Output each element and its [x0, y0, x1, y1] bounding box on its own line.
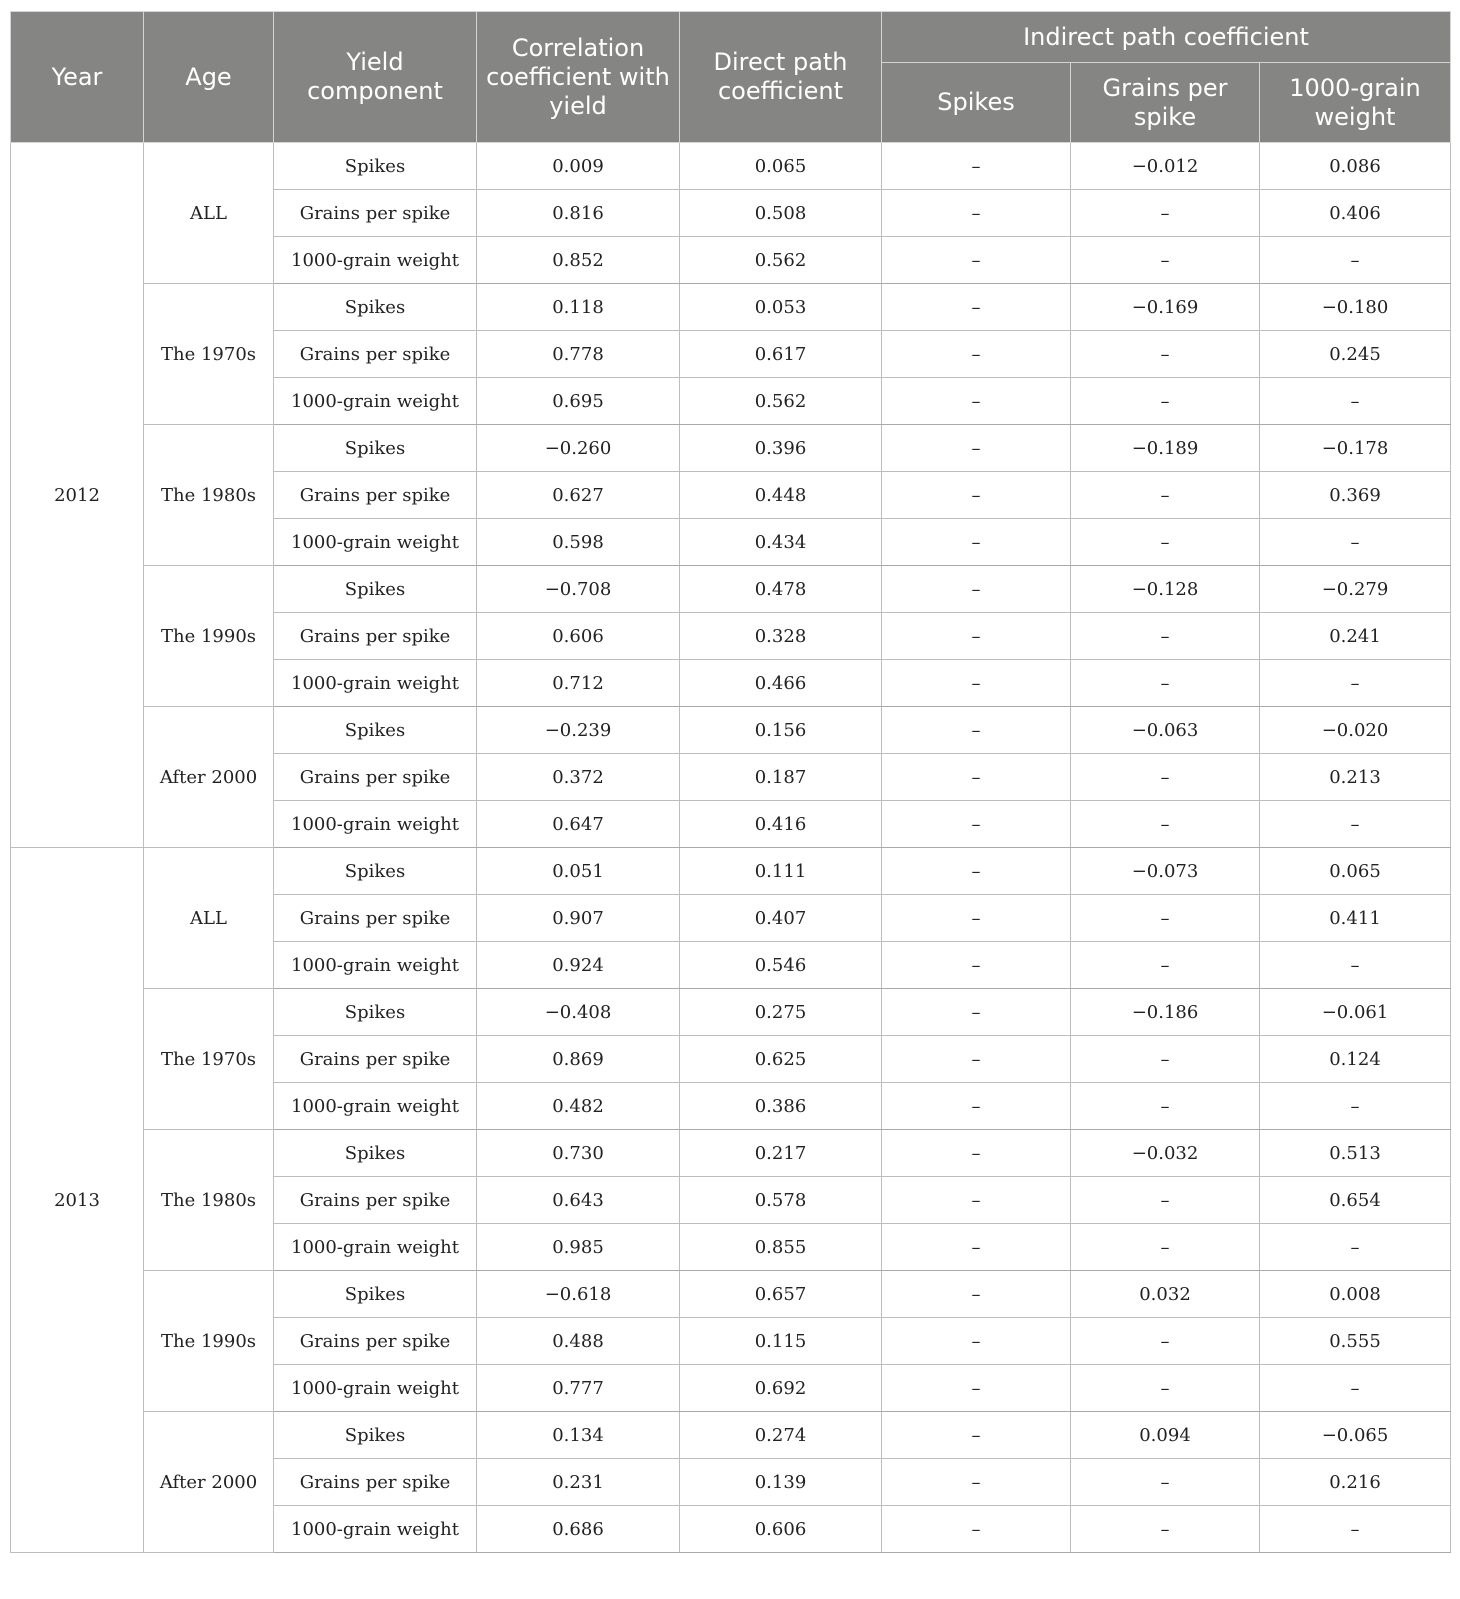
cell-direct-path: 0.434 [680, 519, 882, 566]
cell-age: ALL [144, 143, 274, 284]
cell-correlation: 0.852 [477, 237, 680, 284]
header-indirect-spikes: Spikes [882, 63, 1071, 143]
cell-yield-component: Grains per spike [274, 754, 477, 801]
cell-correlation: 0.778 [477, 331, 680, 378]
cell-yield-component: Spikes [274, 566, 477, 613]
cell-indirect-1000-grain-weight: −0.020 [1260, 707, 1451, 754]
cell-direct-path: 0.625 [680, 1036, 882, 1083]
cell-direct-path: 0.562 [680, 378, 882, 425]
cell-indirect-grains-per-spike: −0.169 [1071, 284, 1260, 331]
cell-indirect-1000-grain-weight: – [1260, 519, 1451, 566]
cell-yield-component: Grains per spike [274, 1036, 477, 1083]
cell-indirect-grains-per-spike: – [1071, 895, 1260, 942]
cell-correlation: 0.488 [477, 1318, 680, 1365]
cell-correlation: 0.686 [477, 1506, 680, 1553]
cell-indirect-grains-per-spike: – [1071, 754, 1260, 801]
cell-yield-component: Spikes [274, 1271, 477, 1318]
cell-correlation: 0.924 [477, 942, 680, 989]
cell-direct-path: 0.448 [680, 472, 882, 519]
cell-correlation: −0.408 [477, 989, 680, 1036]
cell-age: After 2000 [144, 707, 274, 848]
cell-indirect-grains-per-spike: – [1071, 1459, 1260, 1506]
cell-indirect-1000-grain-weight: – [1260, 801, 1451, 848]
cell-indirect-1000-grain-weight: – [1260, 378, 1451, 425]
header-correlation: Correlation coefficient with yield [477, 12, 680, 143]
cell-correlation: −0.239 [477, 707, 680, 754]
cell-indirect-grains-per-spike: – [1071, 942, 1260, 989]
cell-indirect-spikes: – [882, 378, 1071, 425]
cell-indirect-grains-per-spike: – [1071, 1083, 1260, 1130]
cell-correlation: 0.051 [477, 848, 680, 895]
cell-yield-component: Spikes [274, 1412, 477, 1459]
cell-indirect-1000-grain-weight: – [1260, 1506, 1451, 1553]
cell-indirect-grains-per-spike: −0.012 [1071, 143, 1260, 190]
cell-direct-path: 0.115 [680, 1318, 882, 1365]
cell-indirect-spikes: – [882, 754, 1071, 801]
cell-yield-component: 1000-grain weight [274, 942, 477, 989]
cell-direct-path: 0.386 [680, 1083, 882, 1130]
cell-direct-path: 0.855 [680, 1224, 882, 1271]
cell-indirect-grains-per-spike: – [1071, 1177, 1260, 1224]
cell-indirect-1000-grain-weight: 0.086 [1260, 143, 1451, 190]
cell-indirect-1000-grain-weight: 0.008 [1260, 1271, 1451, 1318]
table-row [11, 1130, 1451, 1177]
cell-indirect-grains-per-spike: – [1071, 1506, 1260, 1553]
cell-indirect-grains-per-spike: – [1071, 1036, 1260, 1083]
cell-yield-component: 1000-grain weight [274, 237, 477, 284]
cell-indirect-spikes: – [882, 519, 1071, 566]
cell-yield-component: 1000-grain weight [274, 378, 477, 425]
cell-indirect-1000-grain-weight: 0.411 [1260, 895, 1451, 942]
cell-indirect-grains-per-spike: – [1071, 472, 1260, 519]
cell-indirect-grains-per-spike: – [1071, 1365, 1260, 1412]
cell-direct-path: 0.187 [680, 754, 882, 801]
cell-indirect-spikes: – [882, 425, 1071, 472]
cell-direct-path: 0.546 [680, 942, 882, 989]
cell-correlation: 0.118 [477, 284, 680, 331]
cell-indirect-grains-per-spike: – [1071, 1224, 1260, 1271]
cell-direct-path: 0.478 [680, 566, 882, 613]
cell-age: ALL [144, 848, 274, 989]
cell-indirect-grains-per-spike: – [1071, 378, 1260, 425]
cell-indirect-grains-per-spike: – [1071, 613, 1260, 660]
table-body [11, 143, 1451, 1553]
cell-direct-path: 0.328 [680, 613, 882, 660]
table-row [11, 1412, 1451, 1459]
table-row [11, 707, 1451, 754]
cell-indirect-1000-grain-weight: 0.654 [1260, 1177, 1451, 1224]
cell-correlation: 0.231 [477, 1459, 680, 1506]
cell-indirect-grains-per-spike: – [1071, 801, 1260, 848]
path-analysis-table-container [10, 11, 1450, 1553]
cell-direct-path: 0.275 [680, 989, 882, 1036]
cell-direct-path: 0.139 [680, 1459, 882, 1506]
cell-indirect-spikes: – [882, 1365, 1071, 1412]
cell-yield-component: Spikes [274, 284, 477, 331]
cell-yield-component: Grains per spike [274, 1459, 477, 1506]
cell-indirect-1000-grain-weight: 0.213 [1260, 754, 1451, 801]
cell-indirect-1000-grain-weight: – [1260, 1083, 1451, 1130]
cell-indirect-1000-grain-weight: −0.178 [1260, 425, 1451, 472]
cell-direct-path: 0.396 [680, 425, 882, 472]
cell-yield-component: Grains per spike [274, 190, 477, 237]
cell-correlation: 0.777 [477, 1365, 680, 1412]
cell-yield-component: Grains per spike [274, 1177, 477, 1224]
cell-direct-path: 0.508 [680, 190, 882, 237]
cell-indirect-1000-grain-weight: – [1260, 1365, 1451, 1412]
cell-direct-path: 0.111 [680, 848, 882, 895]
cell-yield-component: Spikes [274, 425, 477, 472]
table-row [11, 566, 1451, 613]
cell-yield-component: Grains per spike [274, 895, 477, 942]
cell-yield-component: Grains per spike [274, 613, 477, 660]
cell-age: After 2000 [144, 1412, 274, 1553]
cell-age: The 1970s [144, 284, 274, 425]
cell-indirect-grains-per-spike: −0.189 [1071, 425, 1260, 472]
cell-correlation: 0.606 [477, 613, 680, 660]
header-indirect-1000-grain-weight: 1000-grain weight [1260, 63, 1451, 143]
table-header [11, 12, 1451, 143]
cell-correlation: 0.627 [477, 472, 680, 519]
cell-correlation: 0.695 [477, 378, 680, 425]
cell-indirect-spikes: – [882, 237, 1071, 284]
cell-indirect-grains-per-spike: −0.073 [1071, 848, 1260, 895]
table-row [11, 143, 1451, 190]
cell-yield-component: Grains per spike [274, 331, 477, 378]
cell-indirect-spikes: – [882, 989, 1071, 1036]
cell-yield-component: Spikes [274, 1130, 477, 1177]
cell-yield-component: 1000-grain weight [274, 1224, 477, 1271]
cell-correlation: −0.708 [477, 566, 680, 613]
cell-indirect-spikes: – [882, 472, 1071, 519]
cell-correlation: 0.643 [477, 1177, 680, 1224]
cell-direct-path: 0.657 [680, 1271, 882, 1318]
cell-indirect-1000-grain-weight: −0.180 [1260, 284, 1451, 331]
cell-yield-component: Grains per spike [274, 472, 477, 519]
cell-indirect-spikes: – [882, 660, 1071, 707]
cell-indirect-grains-per-spike: – [1071, 1318, 1260, 1365]
cell-indirect-spikes: – [882, 895, 1071, 942]
cell-direct-path: 0.407 [680, 895, 882, 942]
cell-indirect-spikes: – [882, 801, 1071, 848]
cell-indirect-spikes: – [882, 1177, 1071, 1224]
cell-indirect-spikes: – [882, 1036, 1071, 1083]
cell-indirect-spikes: – [882, 190, 1071, 237]
cell-yield-component: Spikes [274, 989, 477, 1036]
cell-indirect-spikes: – [882, 1083, 1071, 1130]
cell-indirect-grains-per-spike: – [1071, 660, 1260, 707]
cell-yield-component: Spikes [274, 848, 477, 895]
cell-indirect-1000-grain-weight: – [1260, 1224, 1451, 1271]
cell-direct-path: 0.562 [680, 237, 882, 284]
cell-indirect-spikes: – [882, 942, 1071, 989]
cell-age: The 1980s [144, 425, 274, 566]
cell-direct-path: 0.578 [680, 1177, 882, 1224]
cell-direct-path: 0.274 [680, 1412, 882, 1459]
cell-correlation: 0.730 [477, 1130, 680, 1177]
cell-age: The 1990s [144, 566, 274, 707]
cell-indirect-grains-per-spike: −0.186 [1071, 989, 1260, 1036]
cell-indirect-spikes: – [882, 1130, 1071, 1177]
cell-indirect-grains-per-spike: – [1071, 237, 1260, 284]
cell-indirect-spikes: – [882, 707, 1071, 754]
cell-indirect-1000-grain-weight: 0.406 [1260, 190, 1451, 237]
cell-age: The 1990s [144, 1271, 274, 1412]
cell-age: The 1970s [144, 989, 274, 1130]
cell-yield-component: 1000-grain weight [274, 660, 477, 707]
cell-indirect-1000-grain-weight: 0.241 [1260, 613, 1451, 660]
cell-correlation: 0.482 [477, 1083, 680, 1130]
cell-correlation: −0.618 [477, 1271, 680, 1318]
cell-indirect-spikes: – [882, 143, 1071, 190]
table-row [11, 425, 1451, 472]
cell-correlation: 0.009 [477, 143, 680, 190]
cell-indirect-1000-grain-weight: 0.216 [1260, 1459, 1451, 1506]
cell-direct-path: 0.053 [680, 284, 882, 331]
header-year: Year [11, 12, 144, 143]
cell-indirect-spikes: – [882, 613, 1071, 660]
cell-indirect-spikes: – [882, 1271, 1071, 1318]
cell-yield-component: 1000-grain weight [274, 519, 477, 566]
cell-indirect-1000-grain-weight: 0.245 [1260, 331, 1451, 378]
cell-indirect-grains-per-spike: – [1071, 190, 1260, 237]
cell-indirect-grains-per-spike: 0.032 [1071, 1271, 1260, 1318]
cell-indirect-1000-grain-weight: −0.065 [1260, 1412, 1451, 1459]
cell-direct-path: 0.416 [680, 801, 882, 848]
cell-correlation: 0.598 [477, 519, 680, 566]
header-indirect-grains-per-spike: Grains per spike [1071, 63, 1260, 143]
cell-indirect-spikes: – [882, 1318, 1071, 1365]
cell-indirect-spikes: – [882, 284, 1071, 331]
cell-yield-component: 1000-grain weight [274, 1506, 477, 1553]
table-row [11, 848, 1451, 895]
cell-yield-component: 1000-grain weight [274, 1365, 477, 1412]
header-indirect-path: Indirect path coefficient [882, 12, 1451, 63]
header-yield-component: Yield component [274, 12, 477, 143]
cell-yield-component: 1000-grain weight [274, 1083, 477, 1130]
table-row [11, 989, 1451, 1036]
cell-direct-path: 0.217 [680, 1130, 882, 1177]
cell-indirect-spikes: – [882, 1506, 1071, 1553]
cell-indirect-grains-per-spike: −0.128 [1071, 566, 1260, 613]
header-direct-path: Direct path coefficient [680, 12, 882, 143]
cell-correlation: 0.907 [477, 895, 680, 942]
cell-indirect-1000-grain-weight: −0.061 [1260, 989, 1451, 1036]
cell-direct-path: 0.156 [680, 707, 882, 754]
cell-indirect-grains-per-spike: – [1071, 519, 1260, 566]
cell-correlation: 0.816 [477, 190, 680, 237]
cell-yield-component: Spikes [274, 707, 477, 754]
cell-indirect-spikes: – [882, 1224, 1071, 1271]
cell-direct-path: 0.065 [680, 143, 882, 190]
cell-indirect-1000-grain-weight: −0.279 [1260, 566, 1451, 613]
table-row [11, 284, 1451, 331]
cell-direct-path: 0.692 [680, 1365, 882, 1412]
path-analysis-table [10, 11, 1451, 1553]
cell-direct-path: 0.617 [680, 331, 882, 378]
table-row [11, 1271, 1451, 1318]
cell-correlation: 0.869 [477, 1036, 680, 1083]
cell-indirect-1000-grain-weight: 0.065 [1260, 848, 1451, 895]
cell-yield-component: 1000-grain weight [274, 801, 477, 848]
header-age: Age [144, 12, 274, 143]
cell-indirect-1000-grain-weight: – [1260, 942, 1451, 989]
cell-correlation: 0.134 [477, 1412, 680, 1459]
cell-indirect-spikes: – [882, 848, 1071, 895]
cell-year: 2013 [11, 848, 144, 1553]
cell-yield-component: Grains per spike [274, 1318, 477, 1365]
cell-indirect-1000-grain-weight: – [1260, 237, 1451, 284]
cell-indirect-spikes: – [882, 1459, 1071, 1506]
cell-indirect-1000-grain-weight: 0.513 [1260, 1130, 1451, 1177]
cell-indirect-grains-per-spike: −0.032 [1071, 1130, 1260, 1177]
cell-correlation: 0.712 [477, 660, 680, 707]
cell-indirect-spikes: – [882, 566, 1071, 613]
cell-correlation: −0.260 [477, 425, 680, 472]
cell-correlation: 0.985 [477, 1224, 680, 1271]
cell-correlation: 0.372 [477, 754, 680, 801]
cell-indirect-spikes: – [882, 331, 1071, 378]
cell-indirect-1000-grain-weight: – [1260, 660, 1451, 707]
cell-indirect-grains-per-spike: – [1071, 331, 1260, 378]
cell-indirect-grains-per-spike: −0.063 [1071, 707, 1260, 754]
cell-indirect-1000-grain-weight: 0.124 [1260, 1036, 1451, 1083]
cell-indirect-grains-per-spike: 0.094 [1071, 1412, 1260, 1459]
cell-indirect-1000-grain-weight: 0.555 [1260, 1318, 1451, 1365]
cell-yield-component: Spikes [274, 143, 477, 190]
cell-correlation: 0.647 [477, 801, 680, 848]
cell-indirect-spikes: – [882, 1412, 1071, 1459]
cell-direct-path: 0.606 [680, 1506, 882, 1553]
cell-direct-path: 0.466 [680, 660, 882, 707]
cell-indirect-1000-grain-weight: 0.369 [1260, 472, 1451, 519]
cell-year: 2012 [11, 143, 144, 848]
cell-age: The 1980s [144, 1130, 274, 1271]
